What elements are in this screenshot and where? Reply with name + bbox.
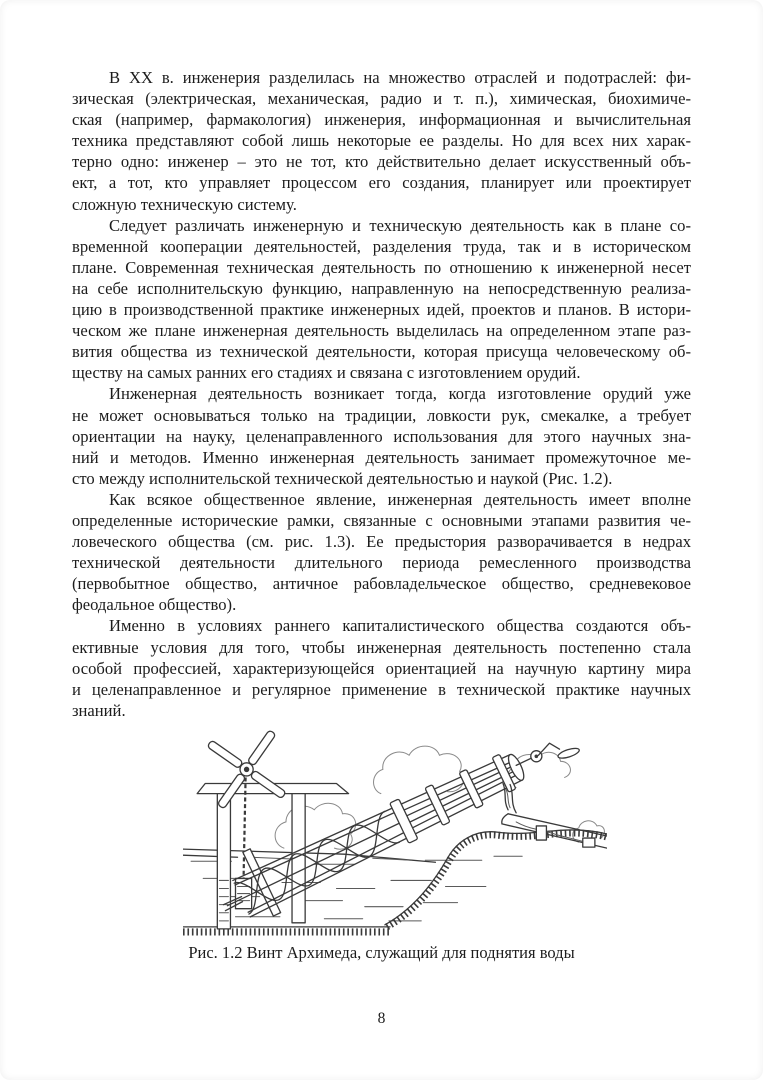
text-line: плане. Современная техническая деятельность по отношению к инженерной несет (72, 257, 691, 277)
text-line: на себе исполнительскую функцию, направленную на непосредственную реализа- (72, 278, 691, 298)
text-line: феодальное общество). (72, 595, 237, 615)
text-line: вития общества из технической деятельности, которая присуща человеческому об- (72, 342, 691, 362)
text-line: Следует различать инженерную и техническую деятельность как в плане со- (109, 215, 691, 235)
text-line: определенные исторические рамки, связанные с основными этапами развития че- (72, 510, 691, 530)
text-line: не может основываться только на традиции, ловкости рук, смекалке, а требует (72, 405, 691, 425)
archimedes-screw-illustration (183, 729, 607, 939)
text-line: В XX в. инженерия разделилась на множество отраслей и подотраслей: фи- (109, 68, 691, 87)
chain-and-weight (235, 777, 251, 908)
text-line: сто между исполнительской технической деятельностью и наукой (Рис. 1.2). (72, 468, 613, 488)
text-line: ществу на самых ранних его стадиях и связана с изготовлением орудий. (72, 363, 581, 383)
text-line: ловеческого общества (см. рис. 1.3). Ее предыстория разворачивается в недрах (72, 532, 691, 552)
text-line: Инженерная деятельность возникает тогда, когда изготовление орудий уже (109, 384, 691, 404)
figure (183, 729, 607, 939)
text-line: ческом же плане инженерная деятельность выделилась на определенном этапе раз- (72, 321, 691, 341)
text-line: Как всякое общественное явление, инженерная деятельность имеет вполне (109, 489, 691, 509)
text-line: терно одно: инженер – это не тот, кто действительно делает искусственный объ- (72, 152, 691, 172)
text-line: (первобытное общество, античное рабовладельческое общество, средневековое (72, 574, 691, 594)
paragraph (72, 489, 691, 616)
text-line: техника представляют собой лишь некоторые ее разделы. Но для всех них харак- (72, 131, 691, 151)
water (183, 849, 522, 921)
text-line: ориентации на науку, целенаправленного использования для этого научных зна- (72, 426, 691, 446)
paragraph (72, 67, 691, 215)
text-line: ективные условия для того, чтобы инженерная деятельность постепенно стала (72, 637, 691, 657)
crank (516, 743, 580, 765)
text-line: ект, а тот, кто управляет процессом его создания, планирует или проектирует (72, 173, 691, 193)
text-line: ний и методов. Именно инженерная деятельность занимает промежуточное ме- (72, 447, 691, 467)
text-line: технической деятельности длительного периода ремесленного производства (72, 553, 691, 573)
figure-caption: Рис. 1.2 Винт Архимеда, служащий для поднятия воды (188, 943, 575, 962)
text-block (72, 67, 691, 721)
text-line: сложную техническую систему. (72, 194, 297, 214)
text-line: Именно в условиях раннего капиталистического общества создаются объ- (109, 616, 691, 636)
paragraph (72, 383, 691, 488)
text-line: ская (например, фармакология) инженерия, информационная и вычислительная (72, 110, 691, 130)
text-line: знаний. (72, 700, 126, 720)
paragraph (72, 215, 691, 384)
text-line: зическая (электрическая, механическая, радио и т. п.), химическая, биохимиче- (72, 89, 691, 109)
page-number: 8 (377, 1010, 386, 1027)
text-line: цию в производственной практике инженерных идей, проектов и планов. В истори- (72, 300, 691, 320)
text-line: особой профессией, характеризующейся ориентацией на научную картину мира (72, 658, 691, 678)
paragraph (72, 615, 691, 720)
text-line: и целенаправленное и регулярное применение в технической практике научных (72, 679, 691, 699)
text-line: временной кооперации деятельностей, разделения труда, так и в историческом (72, 236, 691, 256)
